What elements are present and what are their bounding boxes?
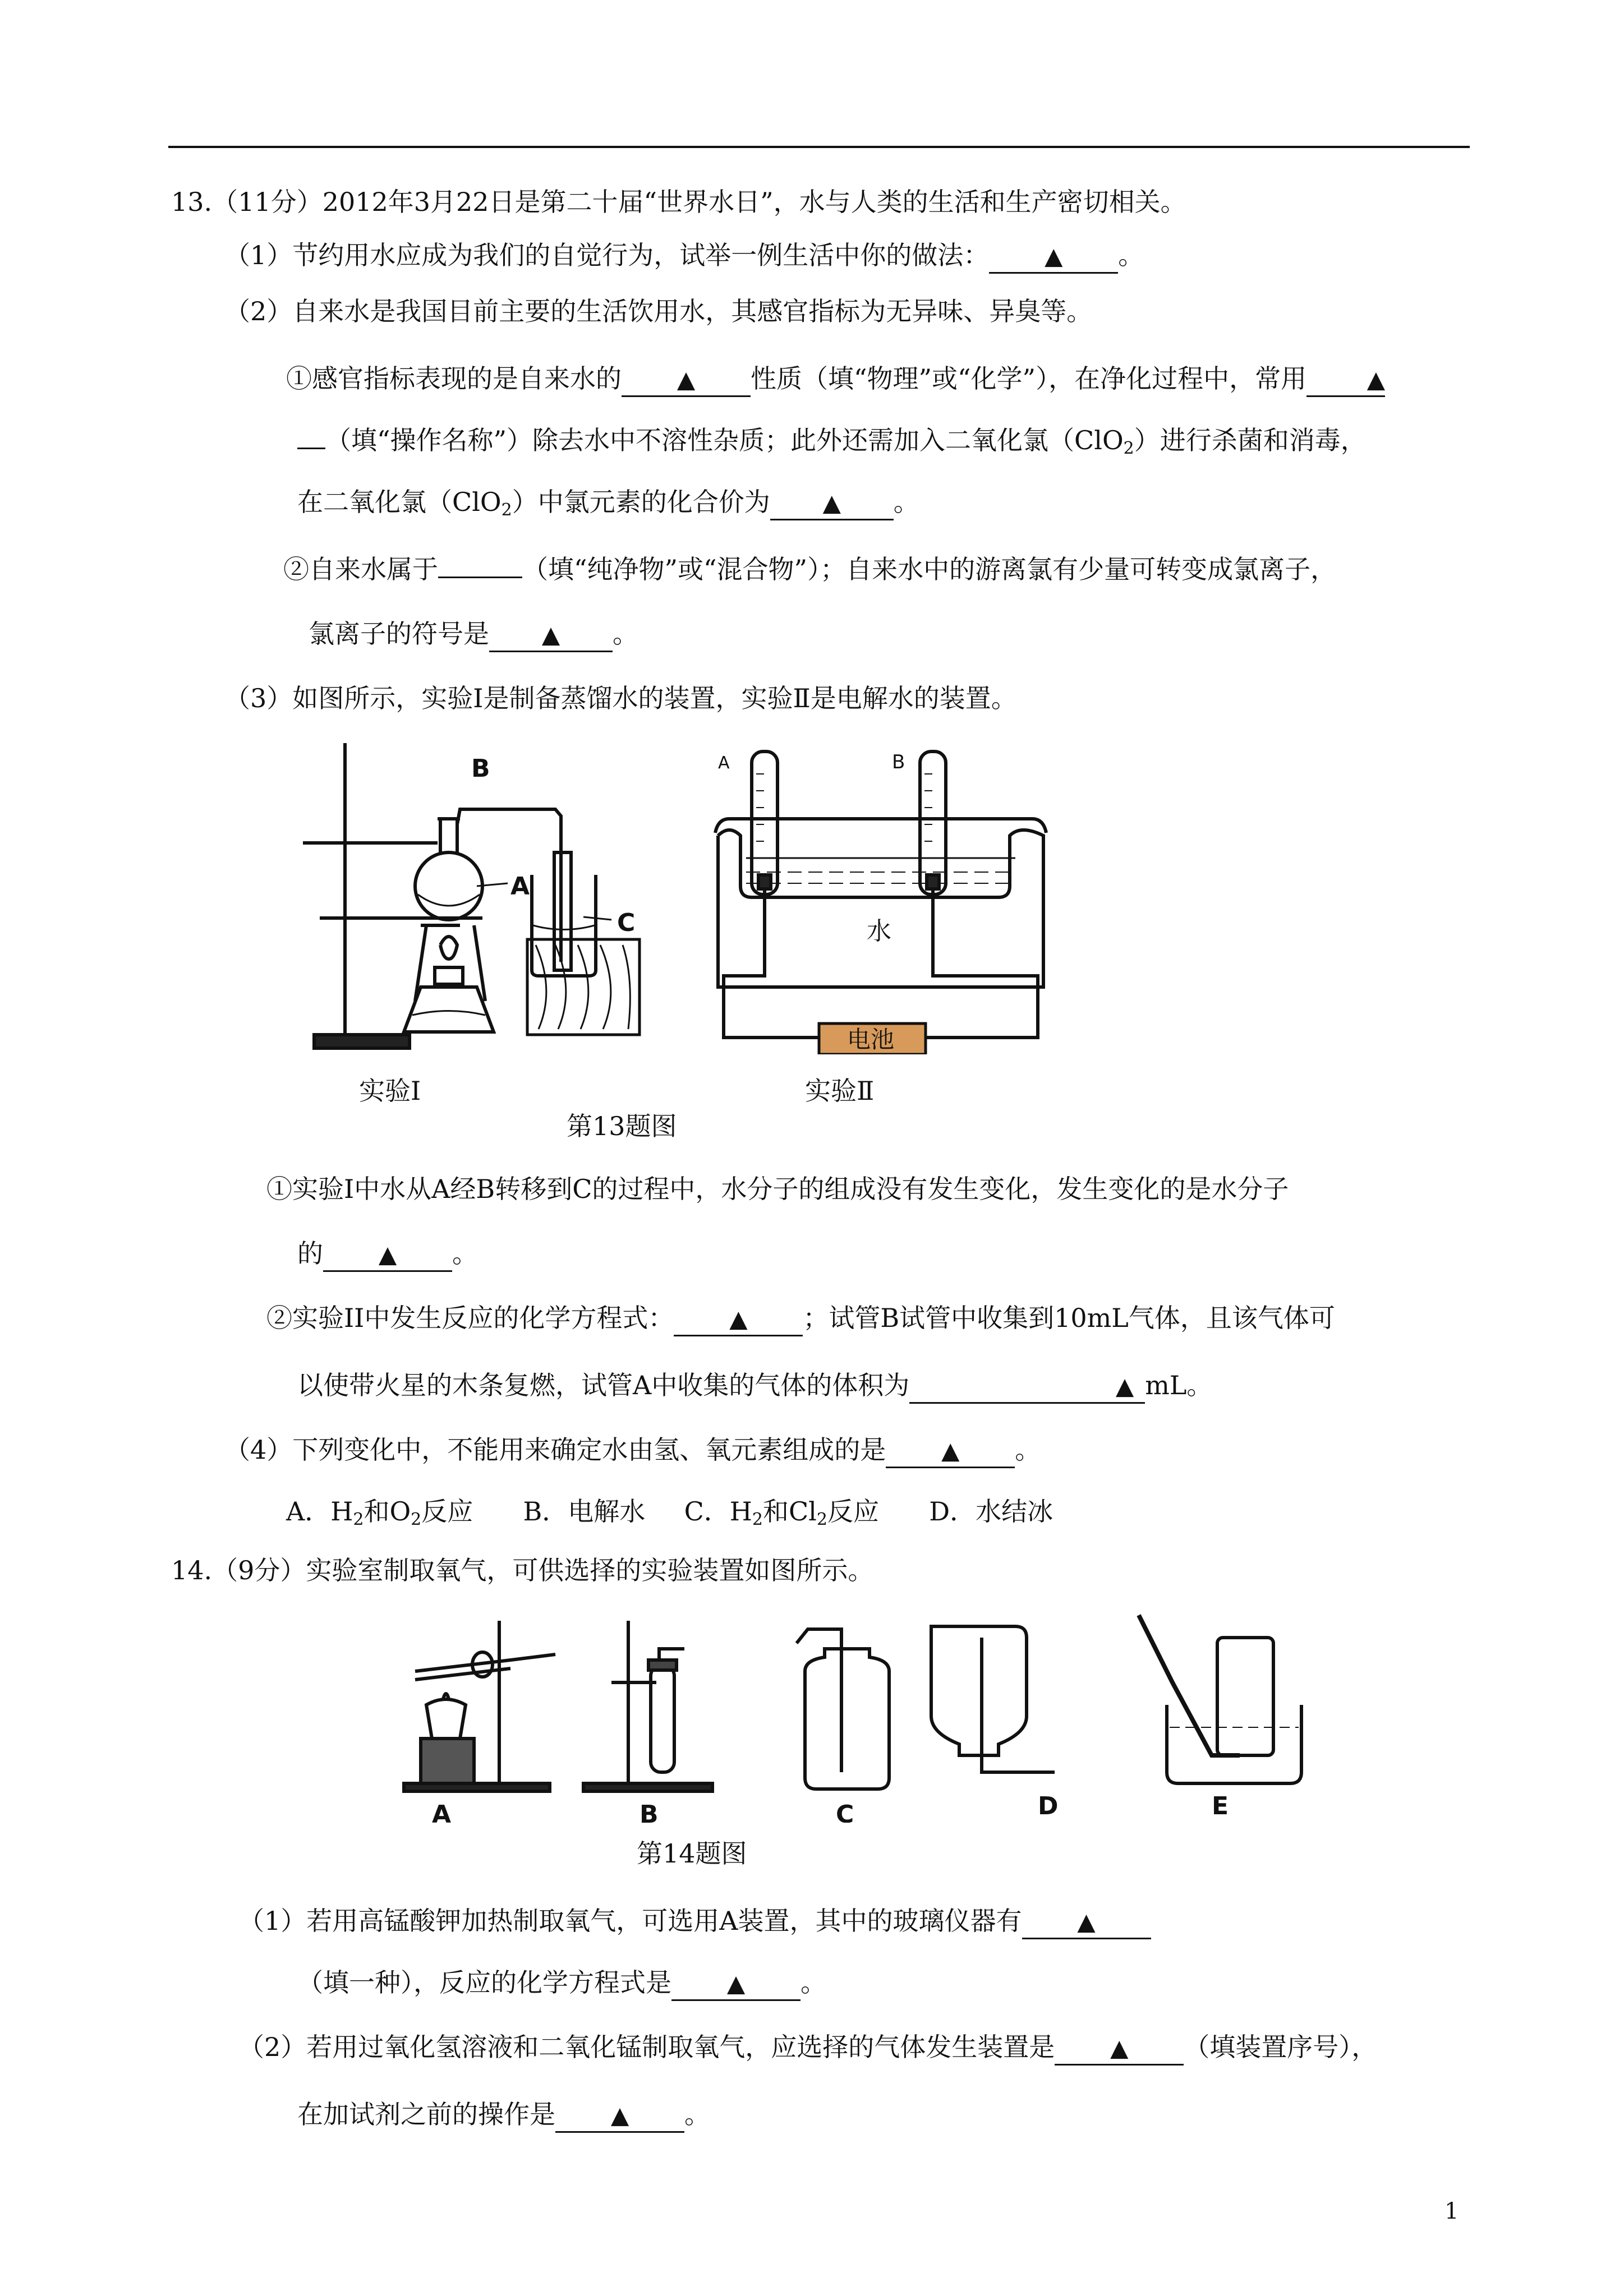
answer-blank[interactable]: ▲ bbox=[989, 239, 1118, 274]
q14-stem: 14.（9分）实验室制取氧气，可供选择的实验装置如图所示。 bbox=[171, 1555, 874, 1585]
page-number: 1 bbox=[1444, 2198, 1459, 2224]
q13-part3a-line2: 的 ▲ 。 bbox=[297, 1237, 478, 1272]
answer-blank[interactable]: ▲ bbox=[674, 1302, 803, 1336]
label-battery: 电池 bbox=[847, 1026, 895, 1053]
label-apparatus-E: E bbox=[1212, 1792, 1229, 1820]
q13-part2a-line3: 在二氧化氯（ClO$_2$）中氯元素的化合价为 ▲ 。 bbox=[297, 487, 919, 520]
q14-part2-line1: （2）若用过氧化氢溶液和二氧化锰制取氧气，应选择的气体发生装置是 ▲ （填装置序号）， bbox=[238, 2030, 1377, 2066]
distillation-apparatus-figure bbox=[292, 732, 684, 1057]
electrolysis-apparatus-figure bbox=[707, 740, 1055, 1054]
label-C: C bbox=[617, 909, 636, 937]
experiment2-caption: 实验Ⅱ bbox=[805, 1076, 875, 1106]
q13-part2b-line1: ②自来水属于 （填“纯净物”或“混合物”）；自来水中的游离氯有少量可转变成氯离子， bbox=[283, 554, 1337, 584]
answer-blank[interactable]: ▲ bbox=[489, 618, 613, 652]
answer-blank[interactable]: ▲ bbox=[1022, 1905, 1151, 1939]
answer-blank[interactable]: ▲ bbox=[886, 1434, 1015, 1468]
label-apparatus-C: C bbox=[836, 1800, 854, 1823]
header-rule bbox=[168, 146, 1470, 148]
label-apparatus-B: B bbox=[640, 1800, 659, 1823]
q13-part2: （2）自来水是我国目前主要的生活饮用水，其感官指标为无异味、异臭等。 bbox=[224, 296, 1093, 326]
q13-part3b-line1: ②实验II中发生反应的化学方程式： ▲ ；试管B试管中收集到10mL气体，且该气体可 bbox=[266, 1301, 1335, 1336]
answer-blank[interactable]: ▲ bbox=[1306, 363, 1385, 397]
q14-part1-line2: （填一种），反应的化学方程式是 ▲ 。 bbox=[297, 1966, 826, 2001]
label-A: A bbox=[510, 872, 530, 901]
label-apparatus-A: A bbox=[432, 1800, 452, 1823]
figure13-caption: 第13题图 bbox=[567, 1111, 677, 1141]
q13-part3: （3）如图所示，实验Ⅰ是制备蒸馏水的装置，实验Ⅱ是电解水的装置。 bbox=[224, 683, 1017, 713]
answer-blank[interactable]: ▲ bbox=[323, 1238, 452, 1272]
label-tube-B: B bbox=[892, 751, 905, 773]
q13-part2b-line2: 氯离子的符号是 ▲ 。 bbox=[309, 617, 638, 652]
answer-blank-continued[interactable] bbox=[297, 448, 325, 449]
option-B: B．电解水 bbox=[523, 1496, 646, 1527]
label-B: B bbox=[471, 754, 490, 783]
answer-blank[interactable]: ▲ bbox=[622, 363, 751, 397]
q13-part1: （1）节约用水应成为我们的自觉行为，试举一例生活中你的做法： ▲ 。 bbox=[224, 238, 1144, 274]
q13-stem: 13.（11分）2012年3月22日是第二十届“世界水日”，水与人类的生活和生产密切相关。 bbox=[171, 187, 1186, 217]
answer-blank[interactable]: ▲ bbox=[1055, 2031, 1184, 2066]
q13-part2a-line2: （填“操作名称”）除去水中不溶性杂质；此外还需加入二氧化氯（ClO$_2$）进行杀菌和消毒， bbox=[297, 423, 1367, 465]
answer-blank[interactable]: ▲ bbox=[671, 1967, 801, 2001]
option-C: C．$H_2$和$Cl_2$反应 bbox=[684, 1496, 879, 1529]
q13-part3b-line2: 以使带火星的木条复燃，试管A中收集的气体的体积为 ▲ mL。 bbox=[297, 1368, 1212, 1404]
answer-blank[interactable] bbox=[438, 577, 522, 578]
q13-part2a-line1: ①感官指标表现的是自来水的 ▲ 性质（填“物理”或“化学”），在净化过程中，常用 ▲ bbox=[286, 362, 1385, 397]
label-tube-A: A bbox=[718, 753, 730, 773]
answer-blank[interactable]: ▲ bbox=[770, 486, 894, 520]
experiment1-caption: 实验Ⅰ bbox=[359, 1076, 421, 1106]
q13-part3a-line1: ①实验Ⅰ中水从A经B转移到C的过程中，水分子的组成没有发生变化，发生变化的是水分子 bbox=[266, 1174, 1289, 1204]
label-water: 水 bbox=[867, 917, 891, 946]
answer-blank[interactable]: ▲ bbox=[555, 2099, 684, 2133]
q13-options bbox=[286, 1495, 1053, 1537]
answer-blank[interactable]: ▲ bbox=[909, 1370, 1145, 1404]
figure14-caption: 第14题图 bbox=[637, 1838, 747, 1869]
q13-part4: （4）下列变化中，不能用来确定水由氢、氧元素组成的是 ▲ 。 bbox=[224, 1433, 1041, 1468]
q14-part2-line2: 在加试剂之前的操作是 ▲ 。 bbox=[297, 2097, 710, 2133]
q14-part1-line1: （1）若用高锰酸钾加热制取氧气，可选用A装置，其中的玻璃仪器有 ▲ bbox=[238, 1904, 1151, 1939]
oxygen-apparatus-figure bbox=[393, 1604, 1313, 1823]
option-A: A．$H_2$和$O_2$反应 bbox=[286, 1496, 473, 1529]
label-apparatus-D: D bbox=[1038, 1792, 1059, 1820]
option-D: D．水结冰 bbox=[929, 1496, 1053, 1527]
